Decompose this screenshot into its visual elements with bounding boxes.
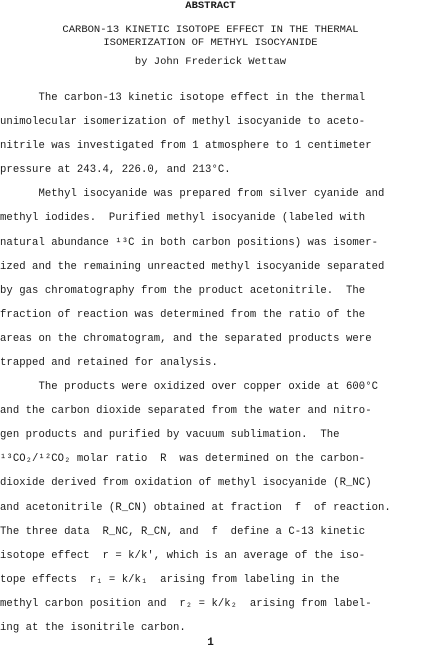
author-line: by John Frederick Wettaw <box>134 56 287 68</box>
title-line-2: ISOMERIZATION OF METHYL ISOCYANIDE <box>103 37 318 49</box>
body-line-23: ing at the isonitrile carbon. <box>0 622 186 634</box>
body-line-15: gen products and purified by vacuum sublimation. The <box>0 429 340 441</box>
body-line-11: areas on the chromatogram, and the separated products were <box>0 333 372 345</box>
body-line-6: methyl iodides. Purified methyl isocyanide (labeled with <box>0 212 366 224</box>
body-line-22: methyl carbon position and r₂ = k/k₂ arising from label- <box>0 598 372 610</box>
body-line-19: The three data R_NC, R_CN, and f define a C-13 kinetic <box>0 526 366 538</box>
body-line-5: Methyl isocyanide was prepared from silver cyanide and <box>0 188 385 200</box>
body-line-17: dioxide derived from oxidation of methyl isocyanide (R_NC) <box>0 477 372 489</box>
body-line-20: isotope effect r = k/k', which is an average of the iso- <box>0 550 366 562</box>
abstract-heading: ABSTRACT <box>185 0 236 12</box>
title-line-1: CARBON-13 KINETIC ISOTOPE EFFECT IN THE THERMAL <box>62 24 359 36</box>
body-line-7: natural abundance ¹³C in both carbon positions) was isomer- <box>0 237 379 249</box>
page-number: 1 <box>207 637 214 649</box>
body-line-2: unimolecular isomerization of methyl isocyanide to aceto- <box>0 116 366 128</box>
body-line-1: The carbon-13 kinetic isotope effect in the thermal <box>0 92 366 104</box>
body-line-18: and acetonitrile (R_CN) obtained at fraction f of reaction. <box>0 502 391 514</box>
body-line-9: by gas chromatography from the product acetonitrile. The <box>0 285 366 297</box>
body-line-8: ized and the remaining unreacted methyl isocyanide separated <box>0 261 385 273</box>
body-line-10: fraction of reaction was determined from the ratio of the <box>0 309 366 321</box>
body-line-4: pressure at 243.4, 226.0, and 213°C. <box>0 164 231 176</box>
body-line-16: ¹³CO₂/¹²CO₂ molar ratio R was determined on the carbon- <box>0 453 366 465</box>
body-line-14: and the carbon dioxide separated from the water and nitro- <box>0 405 372 417</box>
body-line-12: trapped and retained for analysis. <box>0 357 218 369</box>
body-line-21: tope effects r₁ = k/k₁ arising from labeling in the <box>0 574 340 586</box>
body-line-3: nitrile was investigated from 1 atmosphere to 1 centimeter <box>0 140 372 152</box>
body-line-13: The products were oxidized over copper oxide at 600°C <box>0 381 379 393</box>
